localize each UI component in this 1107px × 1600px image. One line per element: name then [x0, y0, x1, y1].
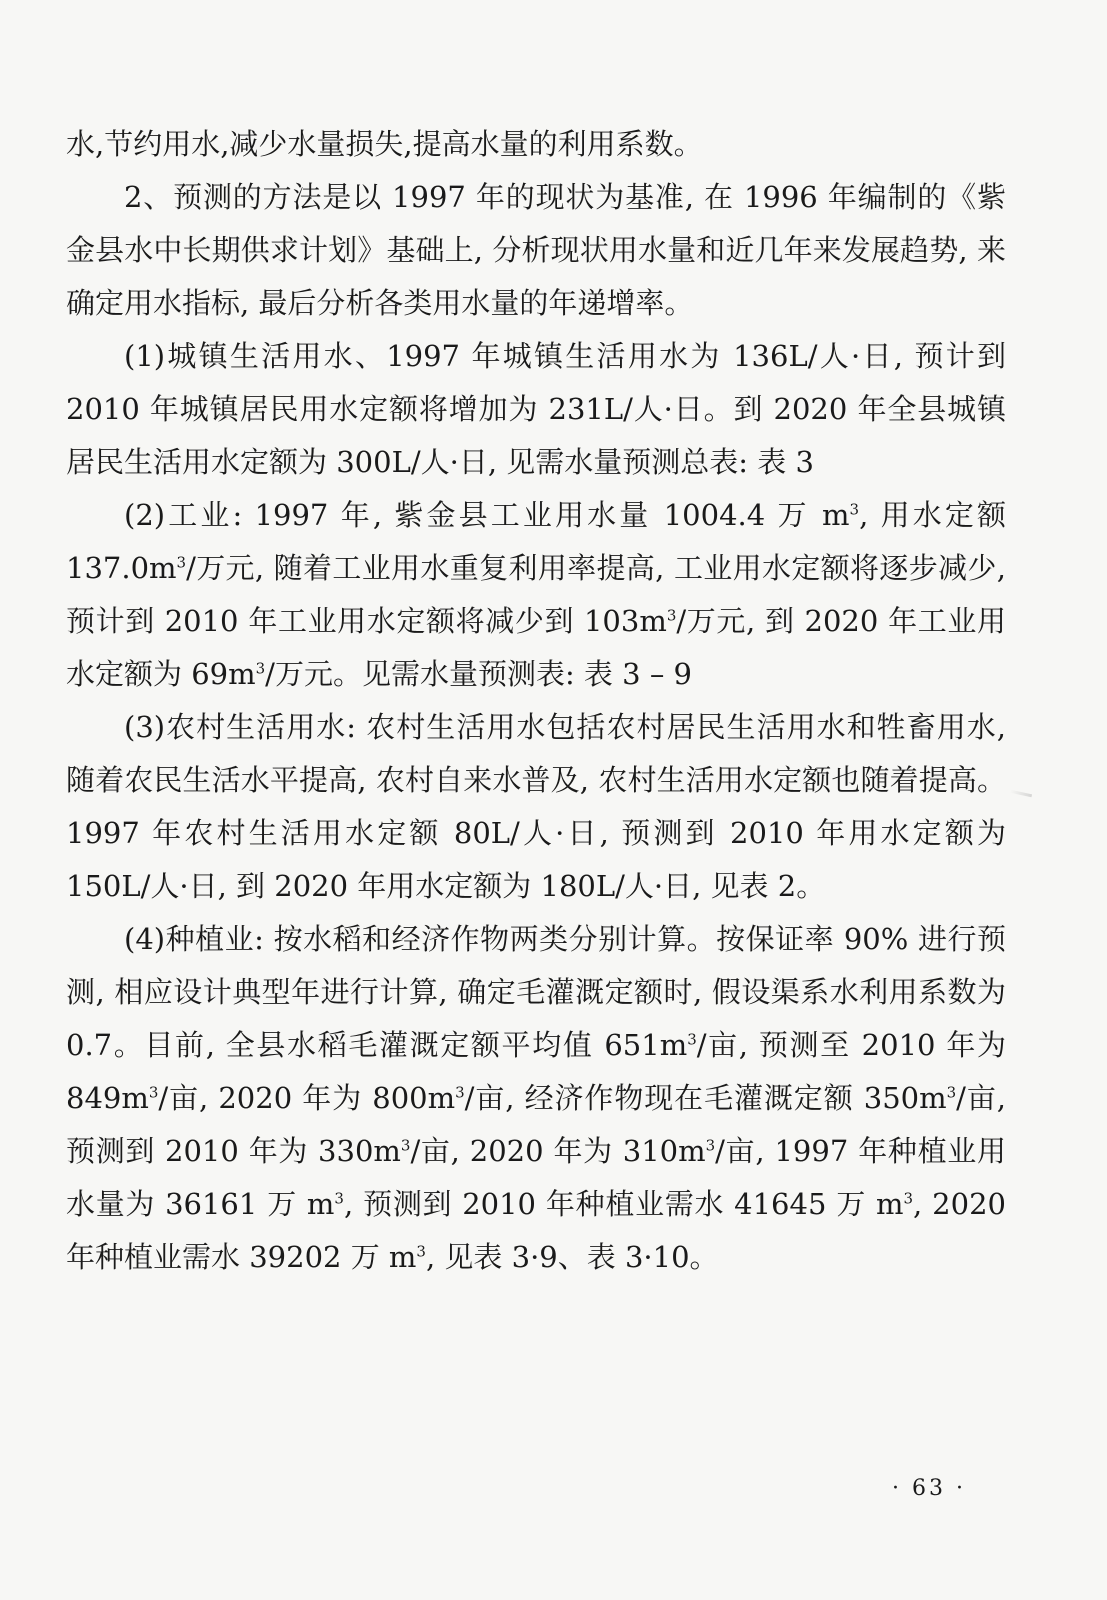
text-run: (1)城镇生活用水、1997 年城镇生活用水为 136L/人·日, 预计到 2010 年城镇居民用水定额将增加为 231L/人·日。到 2020 年全县城镇居民生活用水定额为 300L/人·日, 见需水量预测总表: 表 3	[66, 339, 1006, 479]
superscript: 3	[148, 1083, 159, 1102]
text-run: /万元, 到 2020 年工业用水定额为 69m	[66, 604, 1007, 691]
text-run: /亩, 2020 年为 800m	[158, 1081, 456, 1115]
superscript: 3	[946, 1083, 957, 1102]
superscript: 3	[416, 1242, 426, 1261]
superscript: 3	[705, 1136, 716, 1155]
text-run: , 2020 年种植业需水 39202 万 m	[66, 1187, 1006, 1274]
superscript: 3	[334, 1189, 344, 1208]
text-run: (2)工业: 1997 年, 紫金县工业用水量 1004.4 万 m	[124, 498, 850, 532]
paragraph	[66, 171, 1006, 330]
paragraph	[66, 118, 1006, 171]
superscript: 3	[176, 553, 187, 572]
text-run: /亩, 预测到 2010 年为 330m	[66, 1081, 1006, 1168]
text-run: , 预测到 2010 年种植业需水 41645 万 m	[343, 1187, 904, 1221]
scan-artifact	[1010, 790, 1032, 798]
paragraph	[66, 701, 1006, 913]
text-run: (4)种植业: 按水稻和经济作物两类分别计算。按保证率 90% 进行预测, 相应设计典型年进行计算, 确定毛灌溉定额时, 假设渠系水利用系数为 0.7。目前, 全县水稻毛灌溉定额平均值 651m	[66, 922, 1006, 1062]
text-run: /亩, 经济作物现在毛灌溉定额 350m	[464, 1081, 947, 1115]
text-run: /亩, 2020 年为 310m	[410, 1134, 706, 1168]
document-body	[66, 118, 1006, 1284]
text-run: /万元。见需水量预测表: 表 3 – 9	[265, 657, 692, 691]
text-run: /亩, 1997 年种植业用水量为 36161 万 m	[66, 1134, 1006, 1221]
text-run: /亩, 预测至 2010 年为 849m	[66, 1028, 1006, 1115]
text-run: 2、预测的方法是以 1997 年的现状为基准, 在 1996 年编制的《紫金县水中长期供求计划》基础上, 分析现状用水量和近几年来发展趋势, 来确定用水指标, 最后分析各类用水量的年递增率。	[66, 180, 1006, 320]
text-run: , 用水定额 137.0m	[66, 498, 1006, 585]
superscript: 3	[687, 1030, 697, 1049]
superscript: 3	[455, 1083, 465, 1102]
paragraph	[66, 489, 1006, 701]
superscript: 3	[400, 1136, 411, 1155]
superscript: 3	[903, 1189, 914, 1208]
page-number: · 63 ·	[892, 1476, 966, 1501]
text-run: , 见表 3·9、表 3·10。	[425, 1240, 719, 1274]
text-run: (3)农村生活用水: 农村生活用水包括农村居民生活用水和牲畜用水, 随着农民生活水平提高, 农村自来水普及, 农村生活用水定额也随着提高。1997 年农村生活用水定额 80L/人·日, 预测到 2010 年用水定额为 150L/人·日, 到 2020 年用水定额为 180L/人·日, 见表 2。	[66, 710, 1006, 903]
paragraph	[66, 913, 1006, 1284]
superscript: 3	[849, 500, 860, 519]
text-run: 水,节约用水,减少水量损失,提高水量的利用系数。	[66, 127, 703, 161]
paragraph	[66, 330, 1006, 489]
superscript: 3	[255, 659, 266, 678]
text-run: /万元, 随着工业用水重复利用率提高, 工业用水定额将逐步减少, 预计到 2010 年工业用水定额将减少到 103m	[66, 551, 1006, 638]
superscript: 3	[666, 606, 677, 625]
